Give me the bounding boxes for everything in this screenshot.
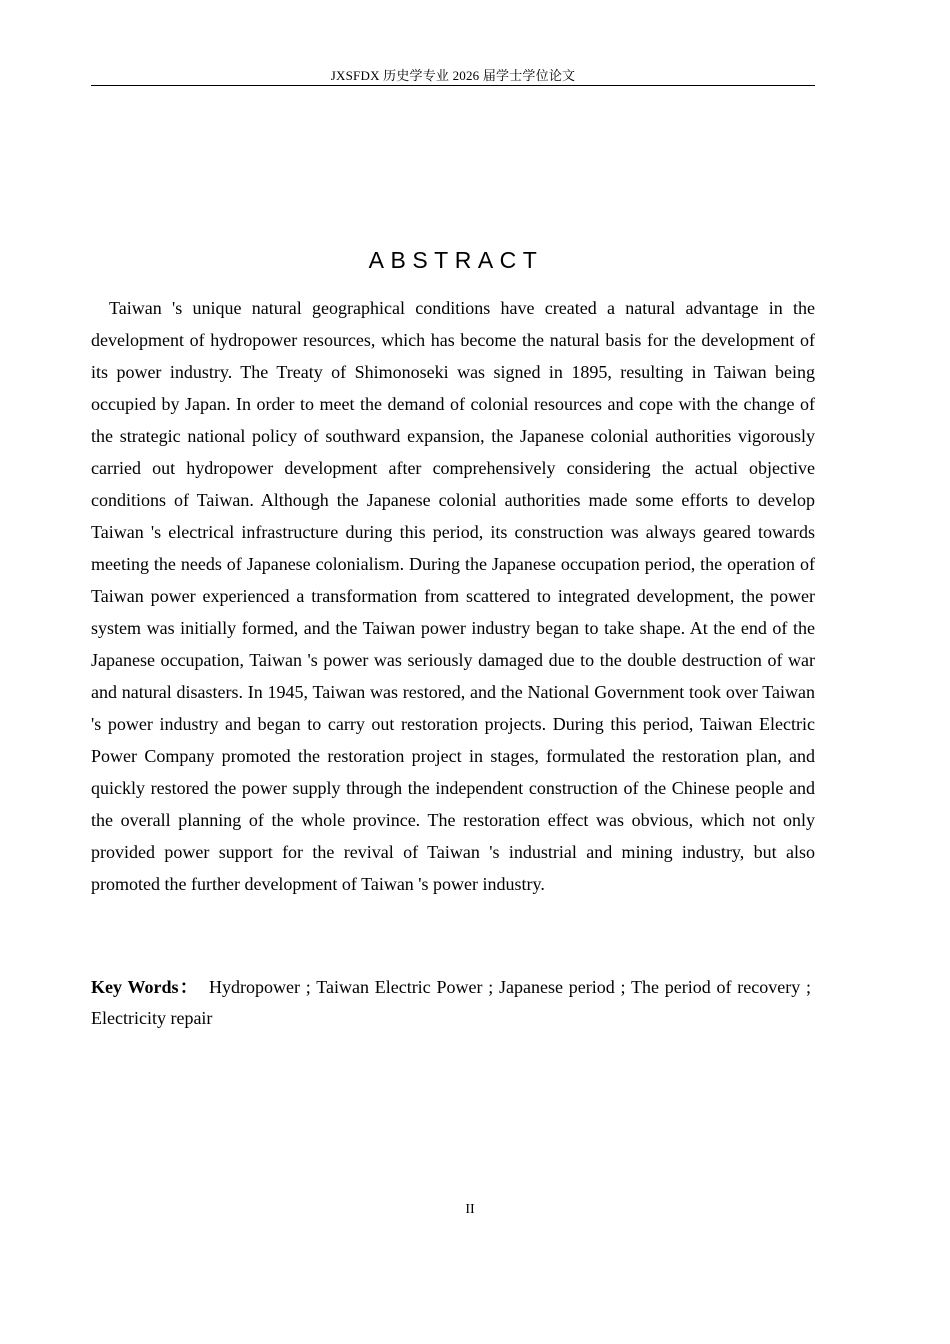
keywords-label: Key Words： [91, 977, 200, 997]
header-rule [91, 85, 815, 86]
page-number: II [465, 1202, 475, 1217]
keywords-section [91, 972, 811, 1034]
abstract-title: ABSTRACT [368, 247, 544, 274]
running-header: JXSFDX 历史学专业 2026 届学士学位论文 [330, 68, 576, 83]
keywords-value: Hydropower ; Taiwan Electric Power ; Japanese period ; The period of recovery ; Electricity repair [91, 977, 811, 1028]
abstract-body: Taiwan 's unique natural geographical conditions have created a natural advantage in the development of hydropower resources, which has become the natural basis for the development of its power industry. The Treaty of Shimonoseki was signed in 1895, resulting in Taiwan being occupied by Japan. In order to meet the demand of colonial resources and cope with the change of the strategic national policy of southward expansion, the Japanese colonial authorities vigorously carried out hydropower development after comprehensively considering the actual objective conditions of Taiwan. Although the Japanese colonial authorities made some efforts to develop Taiwan 's electrical infrastructure during this period, its construction was always geared towards meeting the needs of Japanese colonialism. During the Japanese occupation period, the operation of Taiwan power experienced a transformation from scattered to integrated development, the power system was initially formed, and the Taiwan power industry began to take shape. At the end of the Japanese occupation, Taiwan 's power was seriously damaged due to the double destruction of war and natural disasters. In 1945, Taiwan was restored, and the National Government took over Taiwan 's power industry and began to carry out restoration projects. During this period, Taiwan Electric Power Company promoted the restoration project in stages, formulated the restoration plan, and quickly restored the power supply through the independent construction of the Chinese people and the overall planning of the whole province. The restoration effect was obvious, which not only provided power support for the revival of Taiwan 's industrial and mining industry, but also promoted the further development of Taiwan 's power industry. [91, 298, 815, 894]
